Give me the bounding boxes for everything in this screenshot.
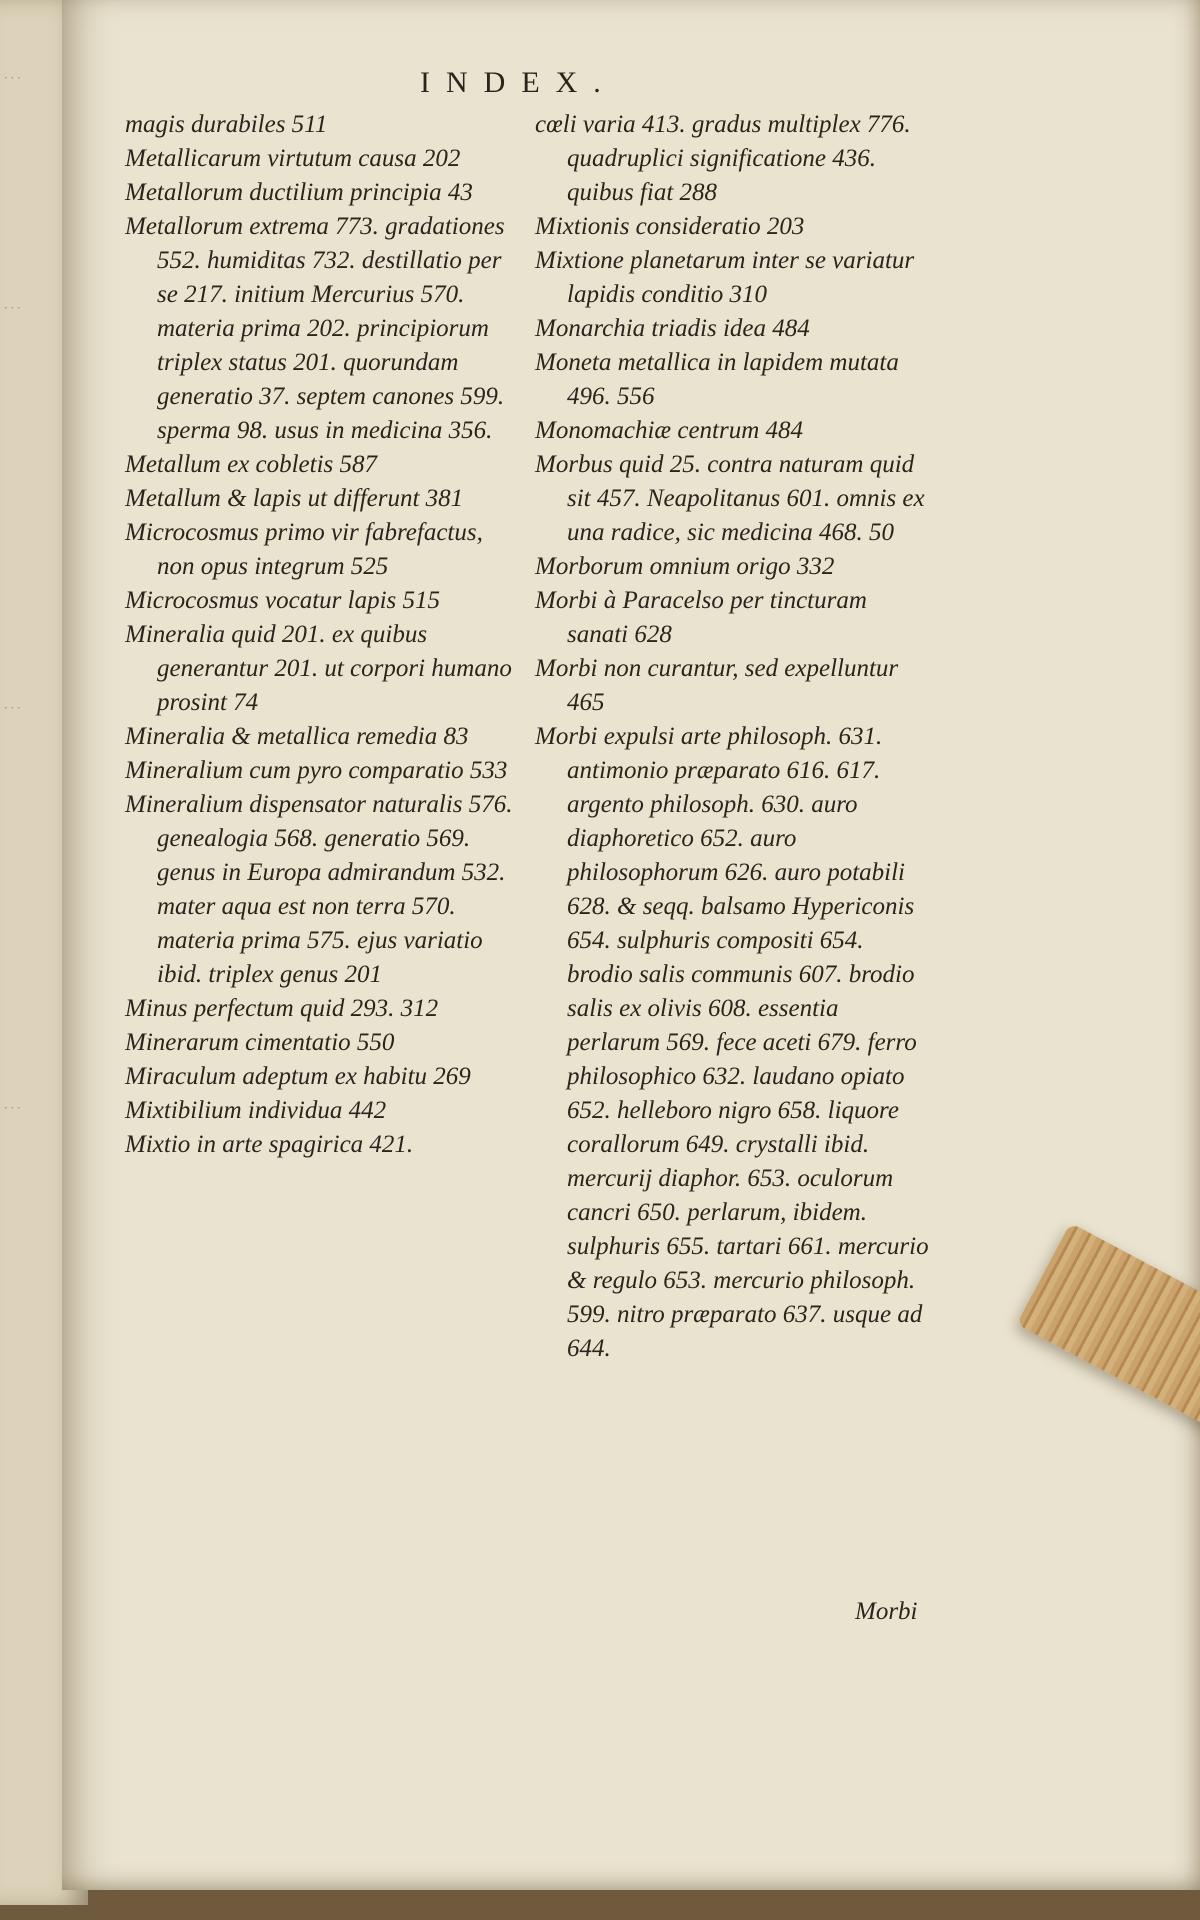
index-entry: Metallicarum virtutum causa 202 (125, 145, 461, 172)
index-entry: Metallum ex cobletis 587 (125, 451, 378, 478)
index-entry: Mineralia quid 201. ex quibus generantur 201. ut corpori humano prosint 74 (125, 621, 512, 716)
index-entry: Metallum & lapis ut differunt 381 (125, 485, 464, 512)
index-entry: Mixtibilium individua 442 (125, 1097, 387, 1124)
index-column-right (535, 108, 930, 1366)
index-entry: magis durabiles 511 (125, 111, 328, 138)
index-entry: Metallorum ductilium principia 43 (125, 179, 473, 206)
index-entry: Mineralium cum pyro comparatio 533 (125, 757, 508, 784)
index-entry: Microcosmus primo vir fabrefactus, non opus integrum 525 (125, 519, 483, 580)
index-entry: Moneta metallica in lapidem mutata 496. 556 (535, 349, 899, 410)
index-entry: Morborum omnium origo 332 (535, 553, 835, 580)
index-column-left (125, 108, 520, 1162)
bleed-text: · · · (4, 1100, 21, 1115)
index-entry: Mixtionis consideratio 203 (535, 213, 805, 240)
catchword: Morbi (855, 1598, 918, 1625)
index-entry: Mineralia & metallica remedia 83 (125, 723, 469, 750)
index-entry: Metallorum extrema 773. gradationes 552. humiditas 732. destillatio per se 217. initium Mercurius 570. materia prima 202. principiorum triplex status 201. quorundam generatio 37. septem canones 599. sperma 98. usus in medicina 356. (125, 213, 505, 444)
bleed-text: · · · (4, 70, 21, 85)
index-entry: cœli varia 413. gradus multiplex 776. quadruplici significatione 436. quibus fiat 288 (535, 111, 911, 206)
index-entry: Minerarum cimentatio 550 (125, 1029, 395, 1056)
index-entry: Monarchia triadis idea 484 (535, 315, 810, 342)
index-entry: Miraculum adeptum ex habitu 269 (125, 1063, 471, 1090)
index-entry: Morbi à Paracelso per tincturam sanati 628 (535, 587, 867, 648)
index-entry: Minus perfectum quid 293. 312 (125, 995, 439, 1022)
index-entry: Mixtio in arte spagirica 421. (125, 1131, 414, 1158)
index-entry: Microcosmus vocatur lapis 515 (125, 587, 441, 614)
bleed-text: · · · (4, 700, 21, 715)
index-entry: Mixtione planetarum inter se variatur lapidis conditio 310 (535, 247, 915, 308)
bleed-text: · · · (4, 300, 21, 315)
index-entry: Mineralium dispensator naturalis 576. genealogia 568. generatio 569. genus in Europa admirandum 532. mater aqua est non terra 570. materia prima 575. ejus variatio ibid. triplex genus 201 (125, 791, 513, 988)
index-entry: Morbi expulsi arte philosoph. 631. antimonio præparato 616. 617. argento philosoph. 630. auro diaphoretico 652. auro philosophorum 626. auro potabili 628. & seqq. balsamo Hypericonis 654. sulphuris compositi 654. brodio salis communis 607. brodio salis ex olivis 608. essentia perlarum 569. fece aceti 679. ferro philosophico 632. laudano opiato 652. helleboro nigro 658. liquore corallorum 649. crystalli ibid. mercurij diaphor. 653. oculorum cancri 650. perlarum, ibidem. sulphuris 655. tartari 661. mercurio & regulo 653. mercurio philosoph. 599. nitro præparato 637. usque ad 644. (535, 723, 929, 1362)
index-entry: Monomachiæ centrum 484 (535, 417, 804, 444)
index-entry: Morbi non curantur, sed expelluntur 465 (535, 655, 899, 716)
index-entry: Morbus quid 25. contra naturam quid sit 457. Neapolitanus 601. omnis ex una radice, sic medicina 468. 50 (535, 451, 925, 546)
page-heading: INDEX. (420, 66, 617, 99)
